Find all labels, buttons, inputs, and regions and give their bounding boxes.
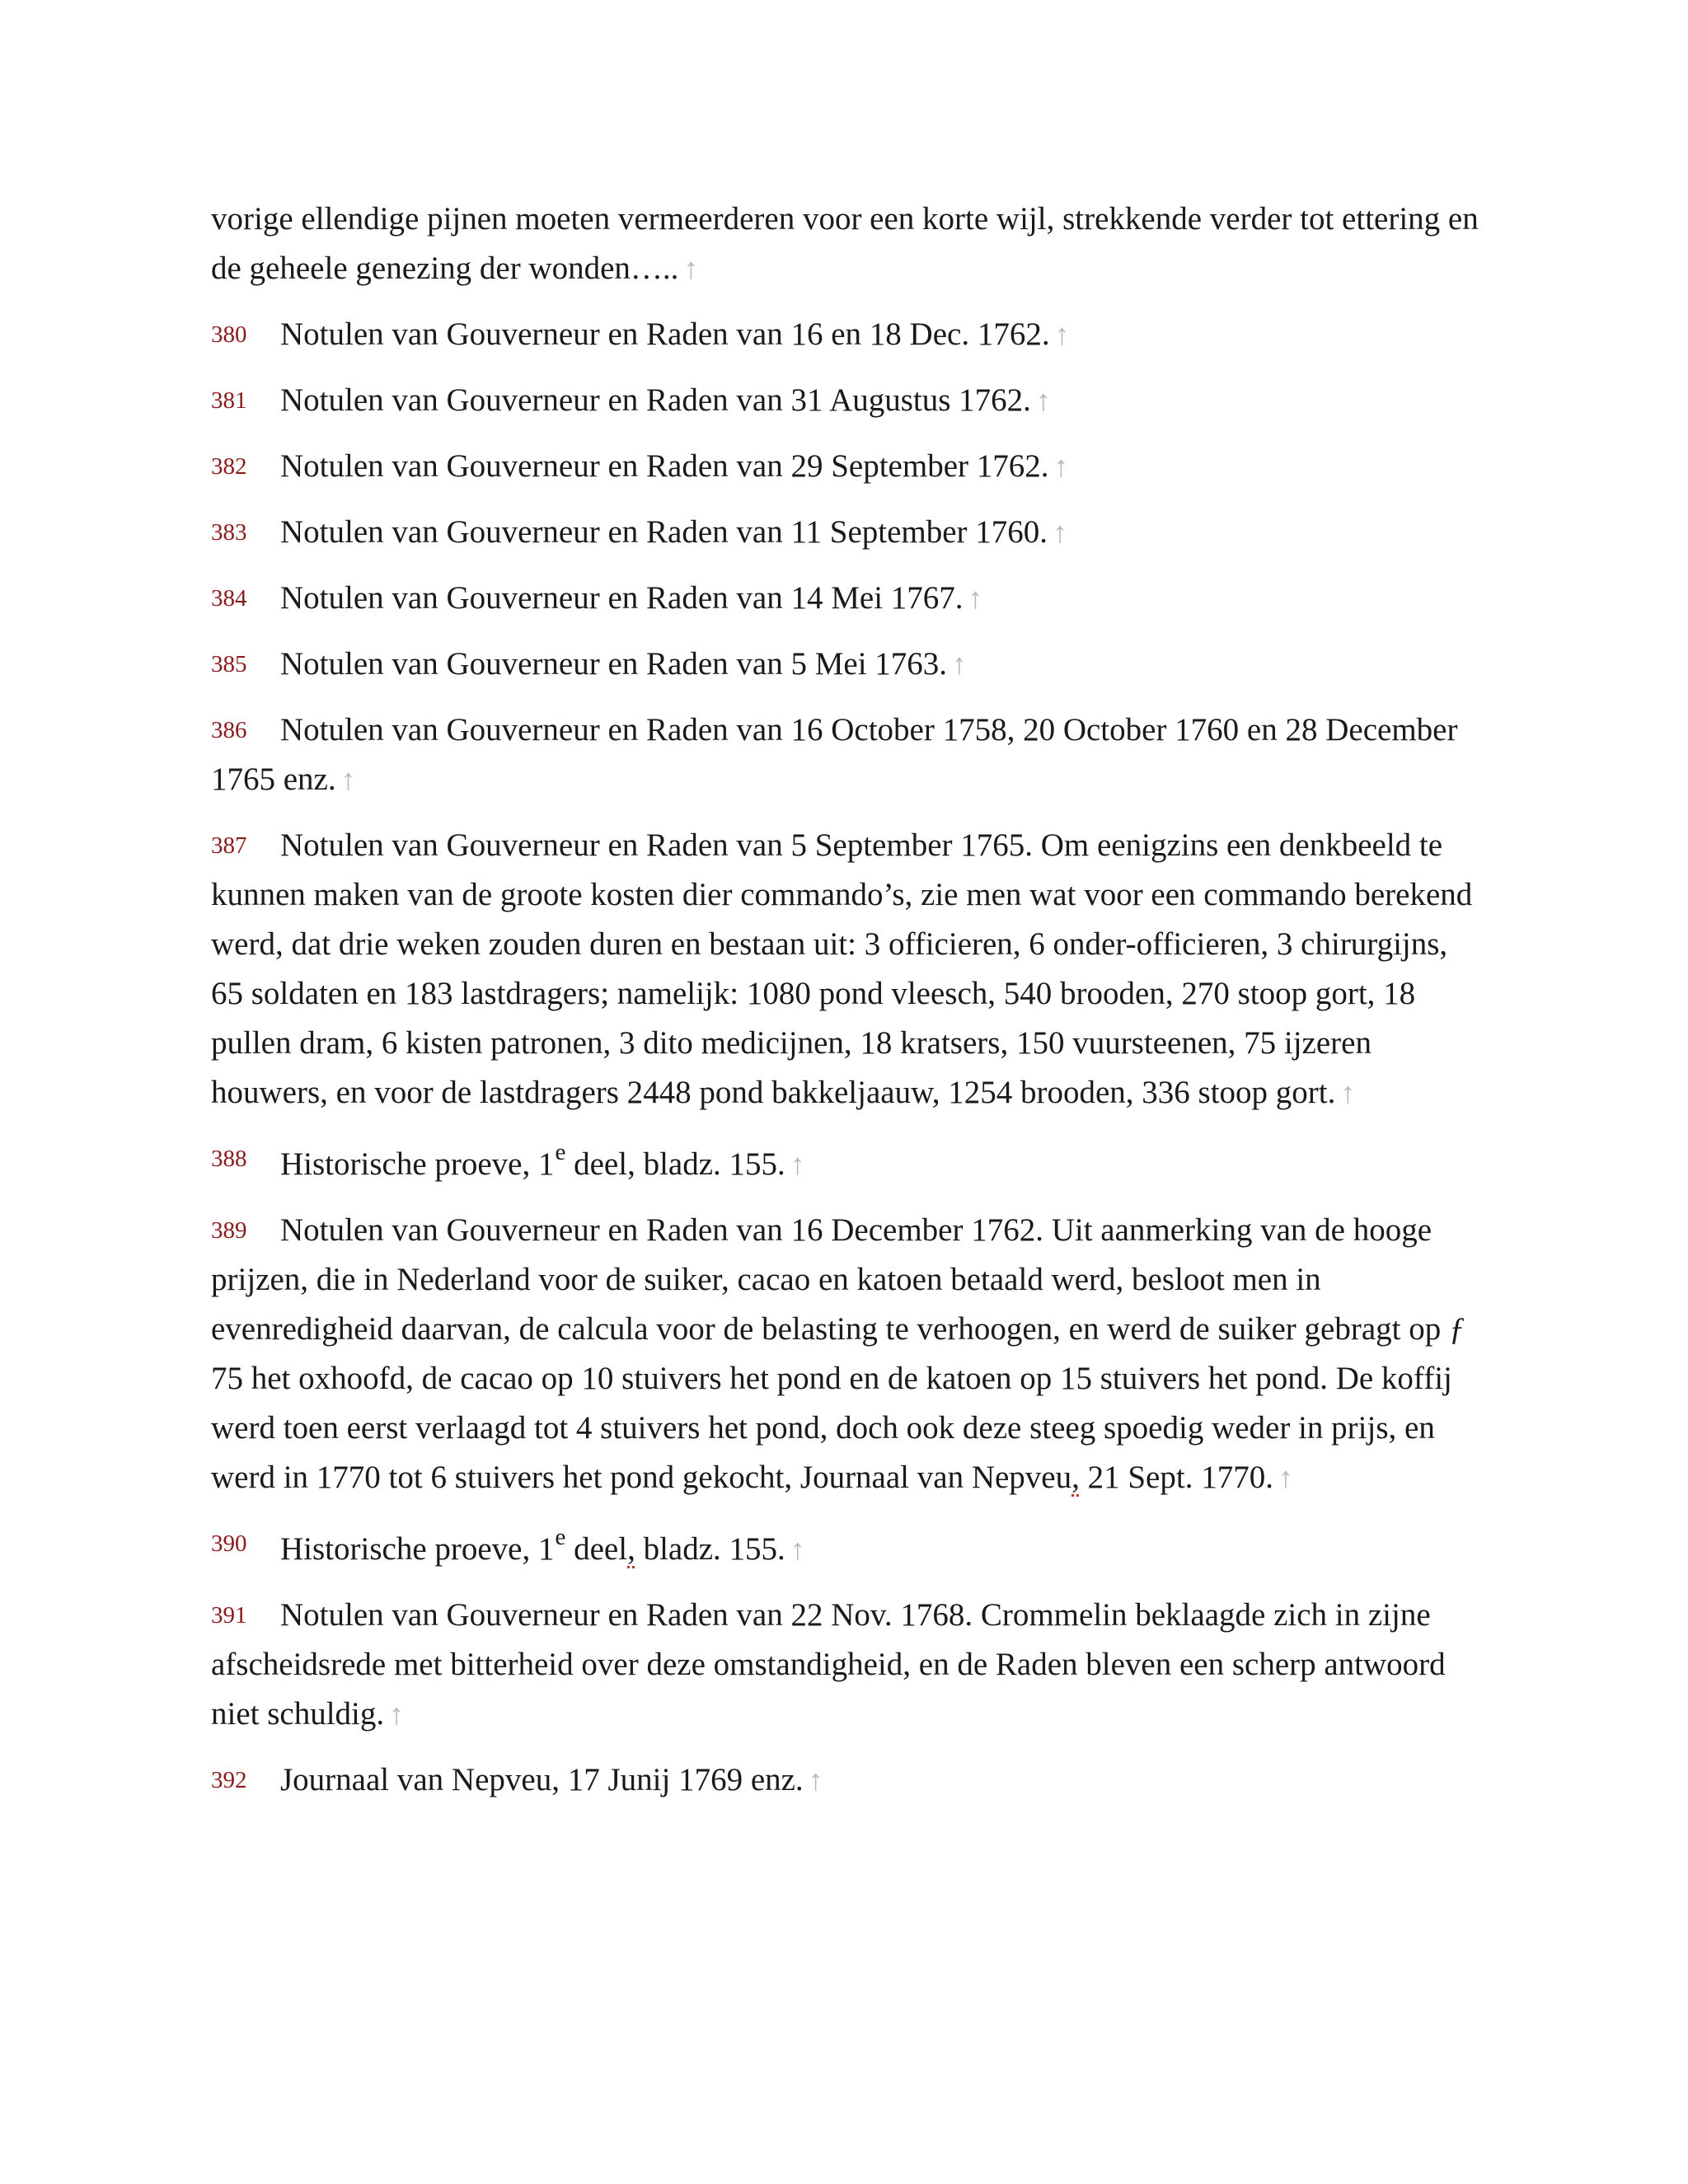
backlink-arrow-icon[interactable]: ↑ (968, 582, 983, 615)
backlink-arrow-icon[interactable]: ↑ (1053, 516, 1068, 549)
correction-mark[interactable]: , (1071, 1460, 1080, 1495)
backlink-arrow-icon[interactable]: ↑ (790, 1148, 805, 1181)
footnote-text: Notulen van Gouverneur en Raden van 16 December 1762. Uit aanmerking van de hooge prijzen, die in Nederland voor de suiker, cacao en katoen betaald werd, besloot men in evenredigheid daarvan, de calcula voor de belasting te verhoogen, en werd de suiker gebragt op (211, 1212, 1449, 1347)
footnote-385 (211, 640, 1480, 689)
footnote-text-end: bladz. 155. (635, 1531, 785, 1567)
backlink-arrow-icon[interactable]: ↑ (808, 1764, 823, 1797)
backlink-arrow-icon[interactable]: ↑ (1278, 1461, 1293, 1494)
footnote-continuation (211, 194, 1480, 293)
footnote-number[interactable]: 380 (211, 321, 247, 348)
footnote-381 (211, 376, 1480, 425)
footnote-386 (211, 705, 1480, 804)
backlink-arrow-icon[interactable]: ↑ (1340, 1076, 1356, 1109)
footnote-384 (211, 574, 1480, 623)
footnote-383 (211, 508, 1480, 557)
footnote-number[interactable]: 389 (211, 1217, 247, 1244)
footnotes (211, 194, 1480, 1821)
footnote-388 (211, 1134, 1480, 1189)
backlink-arrow-icon[interactable]: ↑ (340, 763, 356, 796)
footnote-387 (211, 821, 1480, 1118)
footnote-text: Notulen van Gouverneur en Raden van 16 en 18 Dec. 1762. (280, 316, 1050, 352)
superscript: e (555, 1524, 566, 1550)
footnote-392 (211, 1755, 1480, 1805)
footnote-391 (211, 1591, 1480, 1739)
footnote-number[interactable]: 382 (211, 453, 247, 480)
footnote-text: Notulen van Gouverneur en Raden van 22 Nov. 1768. Crommelin beklaagde zich in zijne afscheidsrede met bitterheid over deze omstandigheid, en de Raden bleven een scherp antwoord niet schuldig. (211, 1597, 1446, 1732)
footnote-number[interactable]: 387 (211, 832, 247, 859)
footnote-382 (211, 442, 1480, 491)
footnote-text: Notulen van Gouverneur en Raden van 29 September 1762. (280, 448, 1049, 484)
backlink-arrow-icon[interactable]: ↑ (1053, 450, 1069, 483)
footnote-number[interactable]: 383 (211, 519, 247, 546)
footnote-number[interactable]: 388 (211, 1146, 247, 1172)
footnote-number[interactable]: 386 (211, 717, 247, 743)
footnote-text: Notulen van Gouverneur en Raden van 11 September 1760. (280, 514, 1048, 550)
footnote-number[interactable]: 392 (211, 1767, 247, 1793)
footnote-text-cont: deel (565, 1531, 628, 1567)
footnote-number[interactable]: 381 (211, 387, 247, 414)
footnote-text: Journaal van Nepveu, 17 Junij 1769 enz. (280, 1762, 804, 1797)
footnote-389 (211, 1206, 1480, 1502)
footnote-380 (211, 310, 1480, 359)
footnote-text: Historische proeve, 1 (280, 1531, 555, 1567)
footnote-text: vorige ellendige pijnen moeten vermeerderen voor een korte wijl, strekkende verder tot ettering en de geheele genezing der wonden….. (211, 201, 1479, 286)
footnote-text-cont: 75 het oxhoofd, de cacao op 10 stuivers het pond en de katoen op 15 stuivers het pond. De koffij werd toen eerst verlaagd tot 4 stuivers het pond, doch ook deze steeg spoedig weder in prijs, en werd in 1770 tot 6 stuivers het pond gekocht, Journaal van Nepveu (211, 1361, 1452, 1495)
footnote-390 (211, 1519, 1480, 1574)
footnote-text-end: 21 Sept. 1770. (1079, 1460, 1273, 1495)
correction-mark[interactable]: , (627, 1531, 635, 1567)
footnote-number[interactable]: 391 (211, 1602, 247, 1629)
footnote-text: Notulen van Gouverneur en Raden van 16 October 1758, 20 October 1760 en 28 December 1765 enz. (211, 712, 1458, 797)
backlink-arrow-icon[interactable]: ↑ (1054, 318, 1070, 351)
footnote-text: Historische proeve, 1 (280, 1146, 555, 1182)
footnote-number[interactable]: 390 (211, 1530, 247, 1557)
backlink-arrow-icon[interactable]: ↑ (952, 648, 968, 681)
footnote-text: Notulen van Gouverneur en Raden van 5 September 1765. Om eenigzins een denkbeeld te kunnen maken van de groote kosten dier commando’s, zie men wat voor een commando berekend werd, dat drie weken zouden duren en bestaan uit: 3 officieren, 6 onder-officieren, 3 chirurgijns, 65 soldaten en 183 lastdragers; namelijk: 1080 pond vleesch, 540 brooden, 270 stoop gort, 18 pullen dram, 6 kisten patronen, 3 dito medicijnen, 18 kratsers, 150 vuursteenen, 75 ijzeren houwers, en voor de lastdragers 2448 pond bakkeljaauw, 1254 brooden, 336 stoop gort. (211, 827, 1473, 1110)
footnote-text-cont: deel, bladz. 155. (565, 1146, 785, 1182)
superscript: e (555, 1139, 566, 1165)
backlink-arrow-icon[interactable]: ↑ (1035, 384, 1051, 417)
backlink-arrow-icon[interactable]: ↑ (683, 252, 699, 285)
footnote-text: Notulen van Gouverneur en Raden van 31 Augustus 1762. (280, 382, 1031, 418)
florin-sign: ƒ (1448, 1311, 1465, 1347)
backlink-arrow-icon[interactable]: ↑ (389, 1698, 405, 1731)
footnote-number[interactable]: 385 (211, 651, 247, 677)
footnote-text: Notulen van Gouverneur en Raden van 5 Mei 1763. (280, 646, 948, 682)
footnote-number[interactable]: 384 (211, 585, 247, 612)
backlink-arrow-icon[interactable]: ↑ (790, 1533, 805, 1566)
footnote-text: Notulen van Gouverneur en Raden van 14 Mei 1767. (280, 580, 964, 616)
